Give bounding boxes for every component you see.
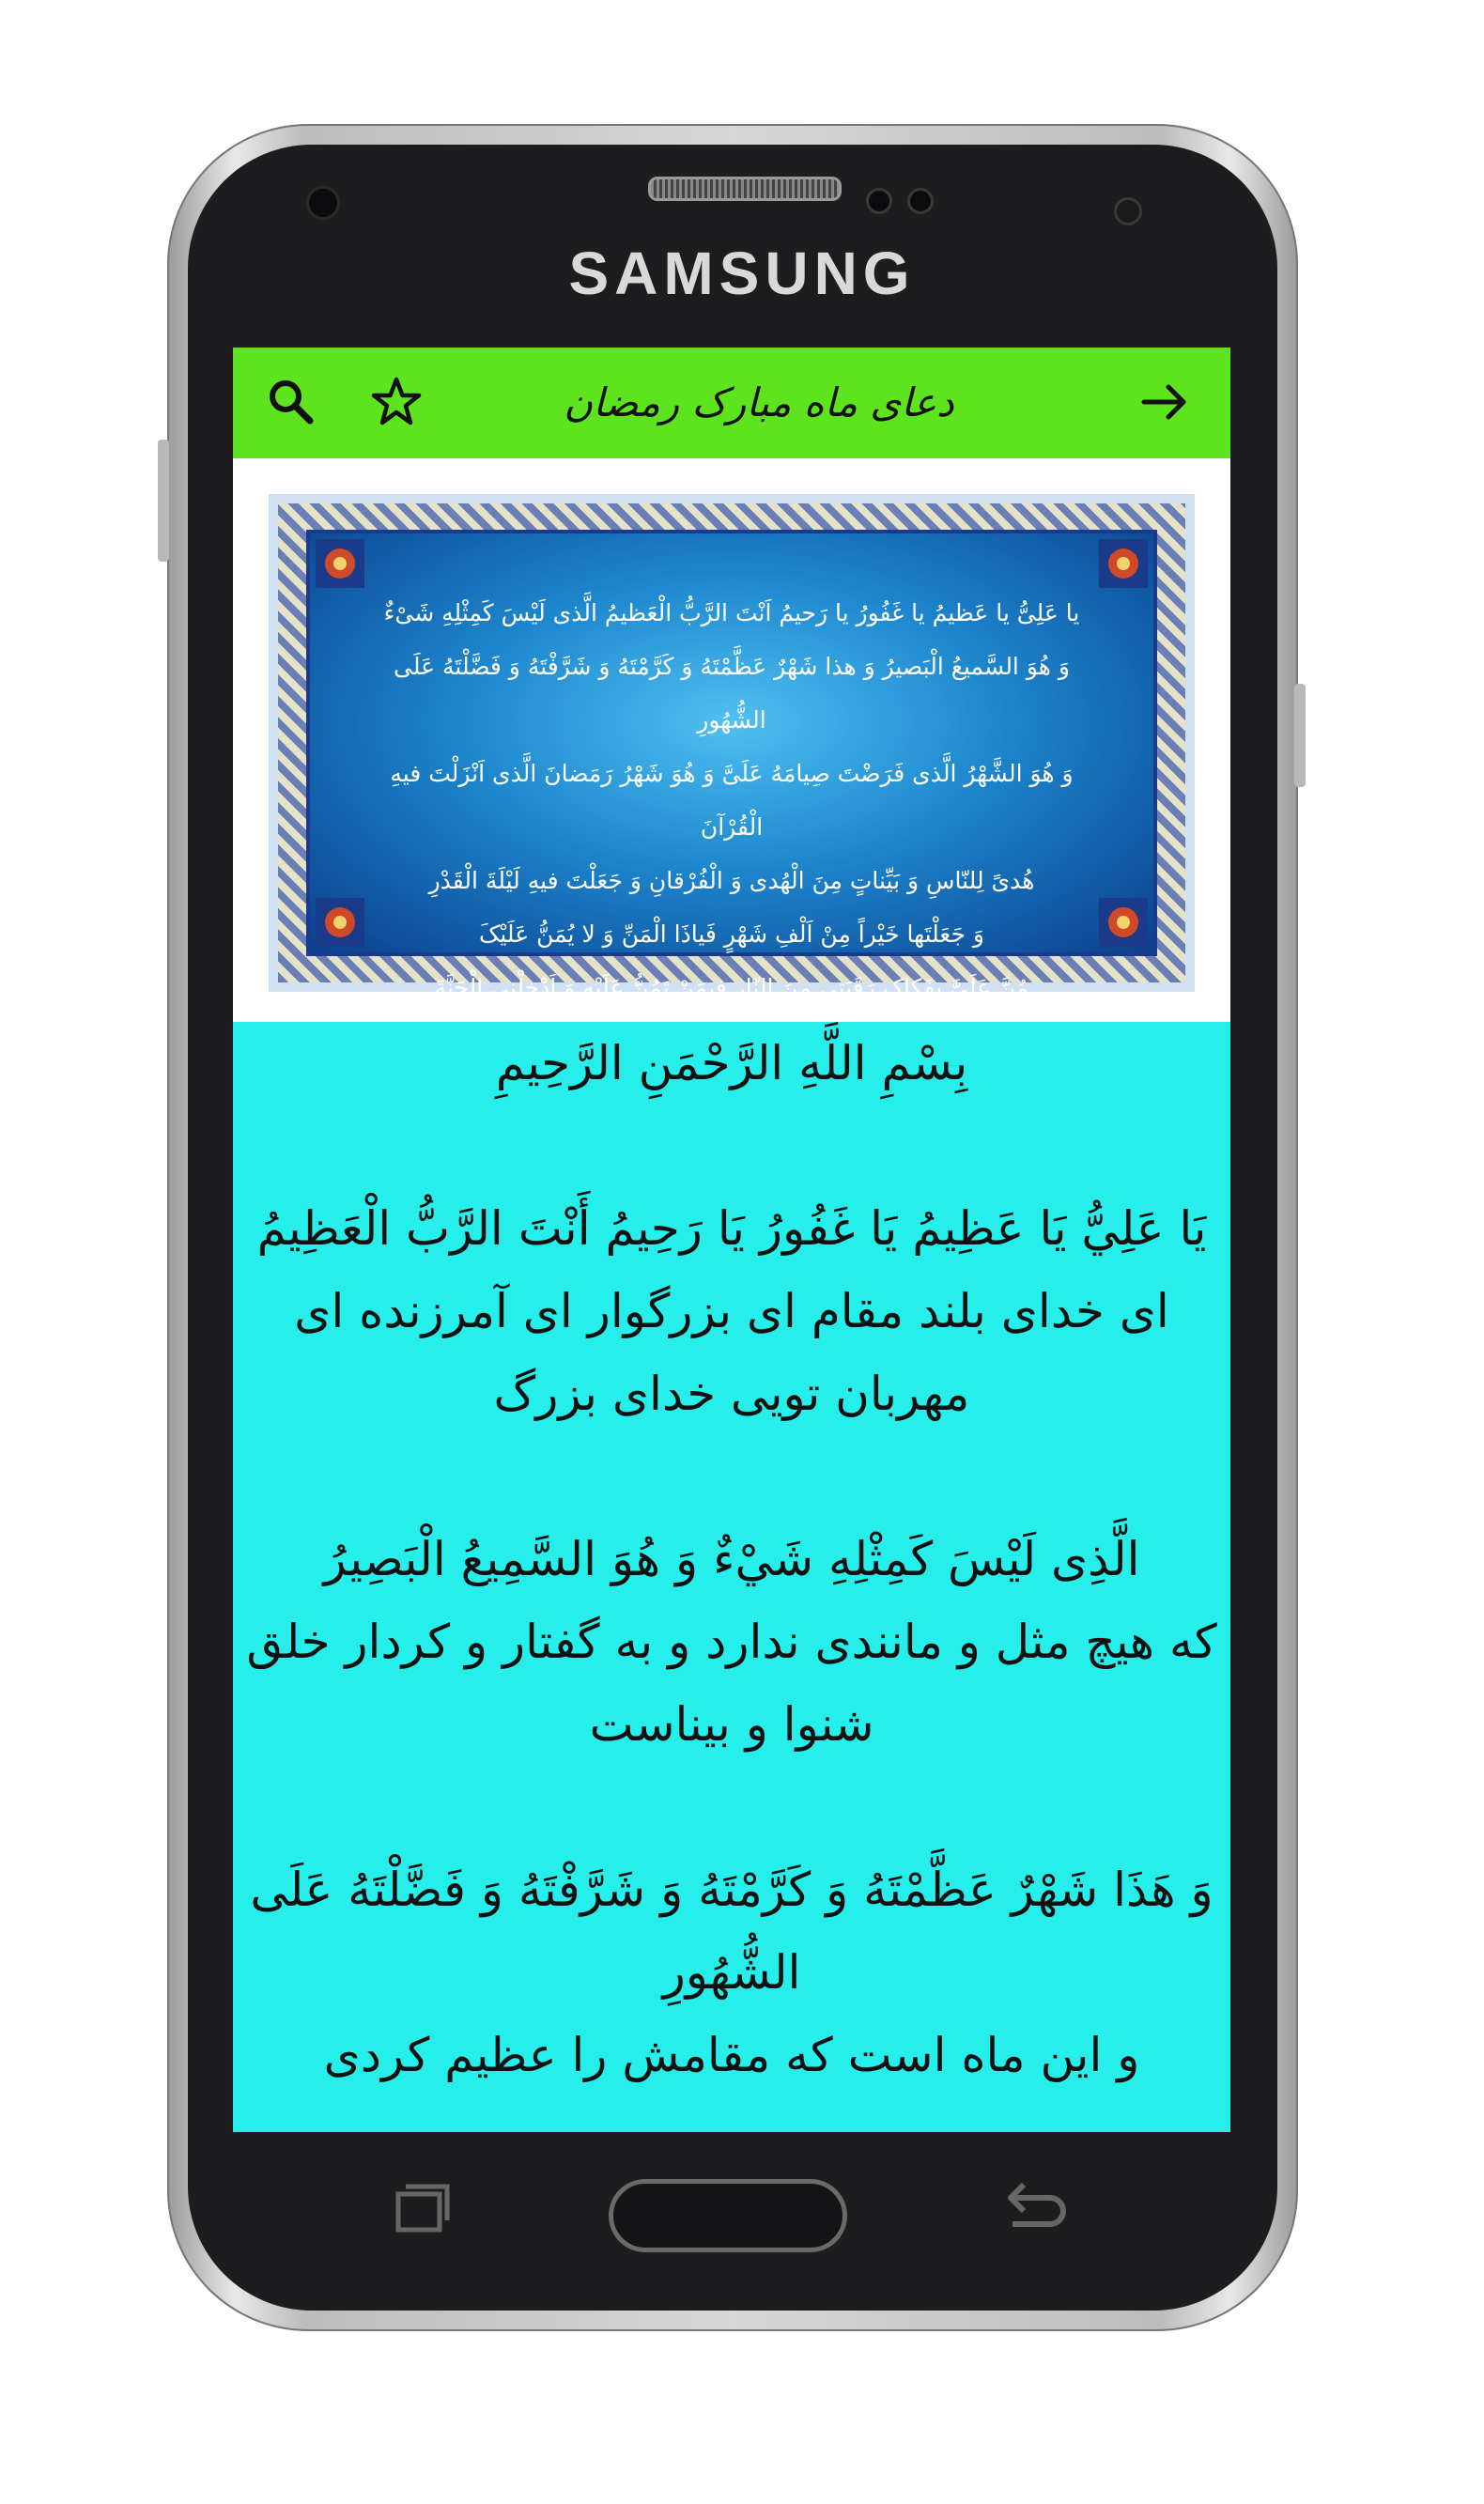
banner-line: وَ جَعَلْتَها خَیْراً مِنْ اَلْفِ شَهْرٍ فَیاذَا الْمَنِّ وَ لا یُمَنُّ عَلَیْکَ xyxy=(479,920,984,948)
back-arrow-icon[interactable] xyxy=(996,2175,1071,2245)
banner-dua-text xyxy=(376,586,1088,1022)
ornament-corner-icon xyxy=(1097,537,1150,590)
banner-blue-panel xyxy=(306,530,1157,1001)
dua-body-text: بِسْمِ اللَّهِ الرَّحْمَنِ الرَّحِيمِ يَا عَلِيُّ يَا عَظِيمُ يَا غَفُورُ يَا رَحِيمُ أَنْتَ الرَّبُّ الْعَظِيمُ ای خدای بلند مقام ای بزرگوار ای آمرزنده ای مهربان تویی خدای بزرگ الَّذِی لَيْسَ كَمِثْلِهِ شَيْءٌ وَ هُوَ السَّمِيعُ الْبَصِيرُ كه هيچ مثل و مانندی ندارد و به گفتار و كردار خلق شنوا و بيناست وَ هَذَا شَهْرٌ عَظَّمْتَهُ وَ كَرَّمْتَهُ وَ شَرَّفْتَهُ وَ فَضَّلْتَهُ عَلَى الشُّهُورِ و اين ماه است كه مقامش را عظيم كردی xyxy=(246,1036,1217,2082)
light-sensor-2 xyxy=(907,188,934,214)
screen xyxy=(233,348,1230,2132)
power-button xyxy=(1294,684,1306,787)
volume-button xyxy=(158,440,169,562)
banner-line: هُدیً لِلنّاسِ وَ بَیِّناتٍ مِنَ الْهُدی وَ الْفُرْقانِ وَ جَعَلْتَ فیهِ لَیْلَةَ الْقَدْرِ xyxy=(428,867,1035,894)
app-bar xyxy=(233,348,1230,458)
app-title: دعای ماه مبارک رمضان xyxy=(564,379,954,425)
dua-content-scroll[interactable] xyxy=(233,1022,1230,2132)
ornament-corner-icon xyxy=(1097,896,1150,949)
banner-line: وَ هُوَ السَّمیعُ الْبَصیرُ وَ هذا شَهْرٌ عَظَّمْتَهُ وَ کَرَّمْتَهُ وَ شَرَّفْتَهُ وَ فَضَّلْتَهُ عَلَی الشُّهُورِ xyxy=(394,653,1070,734)
earpiece-speaker xyxy=(648,177,842,201)
dua-banner-image xyxy=(233,458,1230,1022)
banner-line: وَ هُوَ الشَّهْرُ الَّذی فَرَضْتَ صِیامَهُ عَلَیَّ وَ هُوَ شَهْرُ رَمَضانَ الَّذی اَنْزَلْتَ فیهِ الْقُرْآنَ xyxy=(390,760,1074,841)
star-outline-icon[interactable] xyxy=(366,372,426,432)
search-icon[interactable] xyxy=(261,372,321,432)
home-button-icon[interactable] xyxy=(609,2179,847,2252)
front-camera xyxy=(1114,197,1142,225)
banner-line: یا عَلِیُّ یا عَظیمُ یا غَفُورُ یا رَحیمُ اَنْتَ الرَّبُّ الْعَظیمُ الَّذی لَیْسَ کَمِثْلِهِ شَیْءٌ xyxy=(383,599,1080,626)
brand-logo: SAMSUNG xyxy=(568,240,916,307)
banner-line xyxy=(376,1014,1088,1022)
banner-line: مُنَّ عَلَیَّ بِفَکاکِ رَقَبَتی مِنَ النّارِ فیمَنْ تَمُنُّ عَلَیْهِ وَ اَدْخِلْنِی الْجَنَّةَ xyxy=(434,974,1029,1001)
recent-apps-icon[interactable] xyxy=(389,2175,455,2245)
light-sensor xyxy=(866,188,892,214)
banner-ornament-frame xyxy=(269,494,1195,1001)
arrow-right-icon[interactable] xyxy=(1135,372,1195,432)
proximity-sensor xyxy=(306,186,340,220)
ornament-corner-icon xyxy=(314,896,366,949)
ornament-corner-icon xyxy=(314,537,366,590)
